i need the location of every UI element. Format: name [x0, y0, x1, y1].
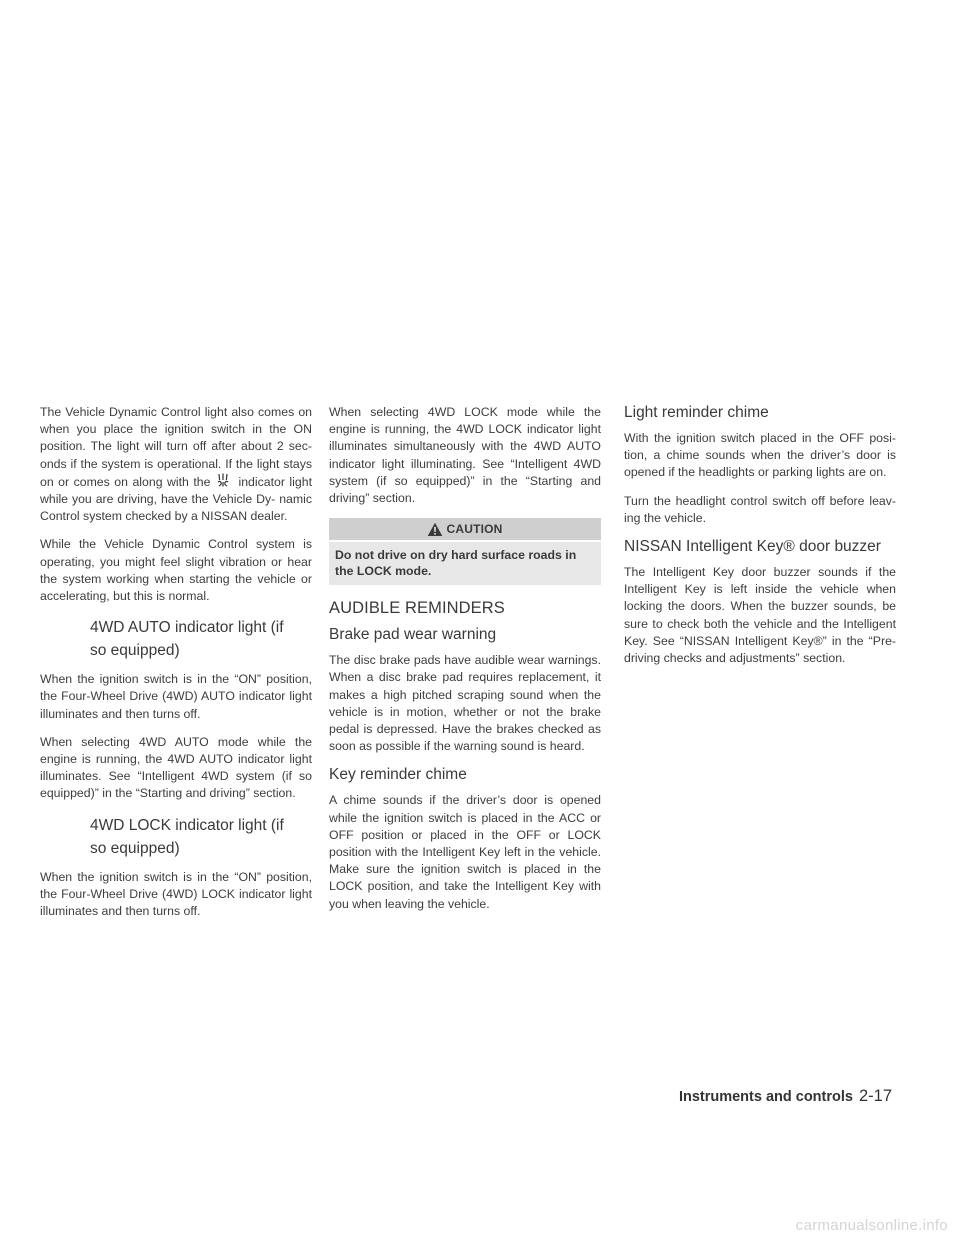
4wd-lock-mode-paragraph: When selecting 4WD LOCK mode while the engine is running, the 4WD LOCK indicator light illuminates simultaneously with the 4WD AUTO indicator light illuminating. See “Intelligent 4WD system (if so equipped)” in the “Starting and driving” section. — [329, 405, 601, 506]
vdc-light-paragraph: The Vehicle Dynamic Control light also comes on when you place the ignition switch in the ON position. The light will turn off after about 2 sec- onds if the system is operational. If the light stays on or comes on along with the indicator light while you are driving, have the Vehicle Dy- namic Control system checked by a NISSAN dealer. — [40, 405, 312, 524]
heading-key-reminder: Key reminder chime — [329, 766, 467, 784]
light-reminder-paragraph-1: With the ignition switch placed in the OFF posi- tion, a chime sounds when the driver’s door is opened if the headlights or parking lights are on. — [624, 431, 896, 480]
heading-audible-reminders: AUDIBLE REMINDERS — [329, 599, 505, 618]
vdc-normal-paragraph: While the Vehicle Dynamic Control system is operating, you might feel slight vibration or hear the system working when starting the vehicle or accelerating, but this is normal. — [40, 537, 312, 604]
column-middle — [329, 404, 601, 924]
heading-door-buzzer: NISSAN Intelligent Key® door buzzer — [624, 538, 881, 556]
caution-box — [329, 518, 601, 585]
caution-text: Do not drive on dry hard surface roads in the LOCK mode. — [329, 542, 601, 585]
caution-label: CAUTION — [446, 522, 503, 537]
column-left — [40, 404, 312, 931]
key-reminder-paragraph: A chime sounds if the driver’s door is opened while the ignition switch is placed in the ACC or OFF position or placed in the OFF or LOCK position with the Intelligent Key left in the vehicle. Make sure the ignition switch is placed in the LOCK position, and take the Intelligent Key with you when leaving the vehicle. — [329, 793, 601, 911]
warning-triangle-icon — [427, 522, 443, 537]
slip-indicator-icon — [216, 473, 230, 487]
4wd-auto-paragraph-1: When the ignition switch is in the “ON” position, the Four-Wheel Drive (4WD) AUTO indicator light illuminates and then turns off. — [40, 672, 312, 721]
heading-light-reminder: Light reminder chime — [624, 404, 769, 421]
page-footer — [679, 1087, 892, 1106]
heading-4wd-lock: 4WD LOCK indicator light (if so equipped) — [90, 816, 284, 857]
watermark: carmanualsonline.info — [795, 1217, 948, 1234]
page-number: 2-17 — [858, 1087, 892, 1105]
light-reminder-paragraph-2: Turn the headlight control switch off before leav- ing the vehicle. — [624, 493, 896, 525]
4wd-lock-paragraph: When the ignition switch is in the “ON” position, the Four-Wheel Drive (4WD) LOCK indicator light illuminates and then turns off. — [40, 869, 312, 919]
door-buzzer-paragraph: The Intelligent Key door buzzer sounds if the Intelligent Key is left inside the vehicle when locking the doors. When the buzzer sounds, be sure to check both the vehicle and the Intelligent Key. See “NISSAN Intelligent Key®” in the “Pre- driving checks and adjustments” section. — [624, 565, 896, 666]
brake-pad-paragraph: The disc brake pads have audible wear warnings. When a disc brake pad requires replacement, it makes a high pitched scraping sound when the vehicle is in motion, whether or not the brake pedal is depressed. Have the brakes checked as soon as possible if the warning sound is heard. — [329, 653, 601, 754]
footer-section-title: Instruments and controls — [678, 1089, 853, 1105]
heading-4wd-auto: 4WD AUTO indicator light (if so equipped) — [90, 619, 284, 660]
caution-header — [329, 518, 601, 540]
4wd-auto-paragraph-2: When selecting 4WD AUTO mode while the engine is running, the 4WD AUTO indicator light illuminates. See “Intelligent 4WD system (if so equipped)” in the “Starting and driving” section. — [40, 734, 312, 801]
column-right — [624, 404, 896, 678]
heading-brake-pad: Brake pad wear warning — [329, 626, 497, 644]
